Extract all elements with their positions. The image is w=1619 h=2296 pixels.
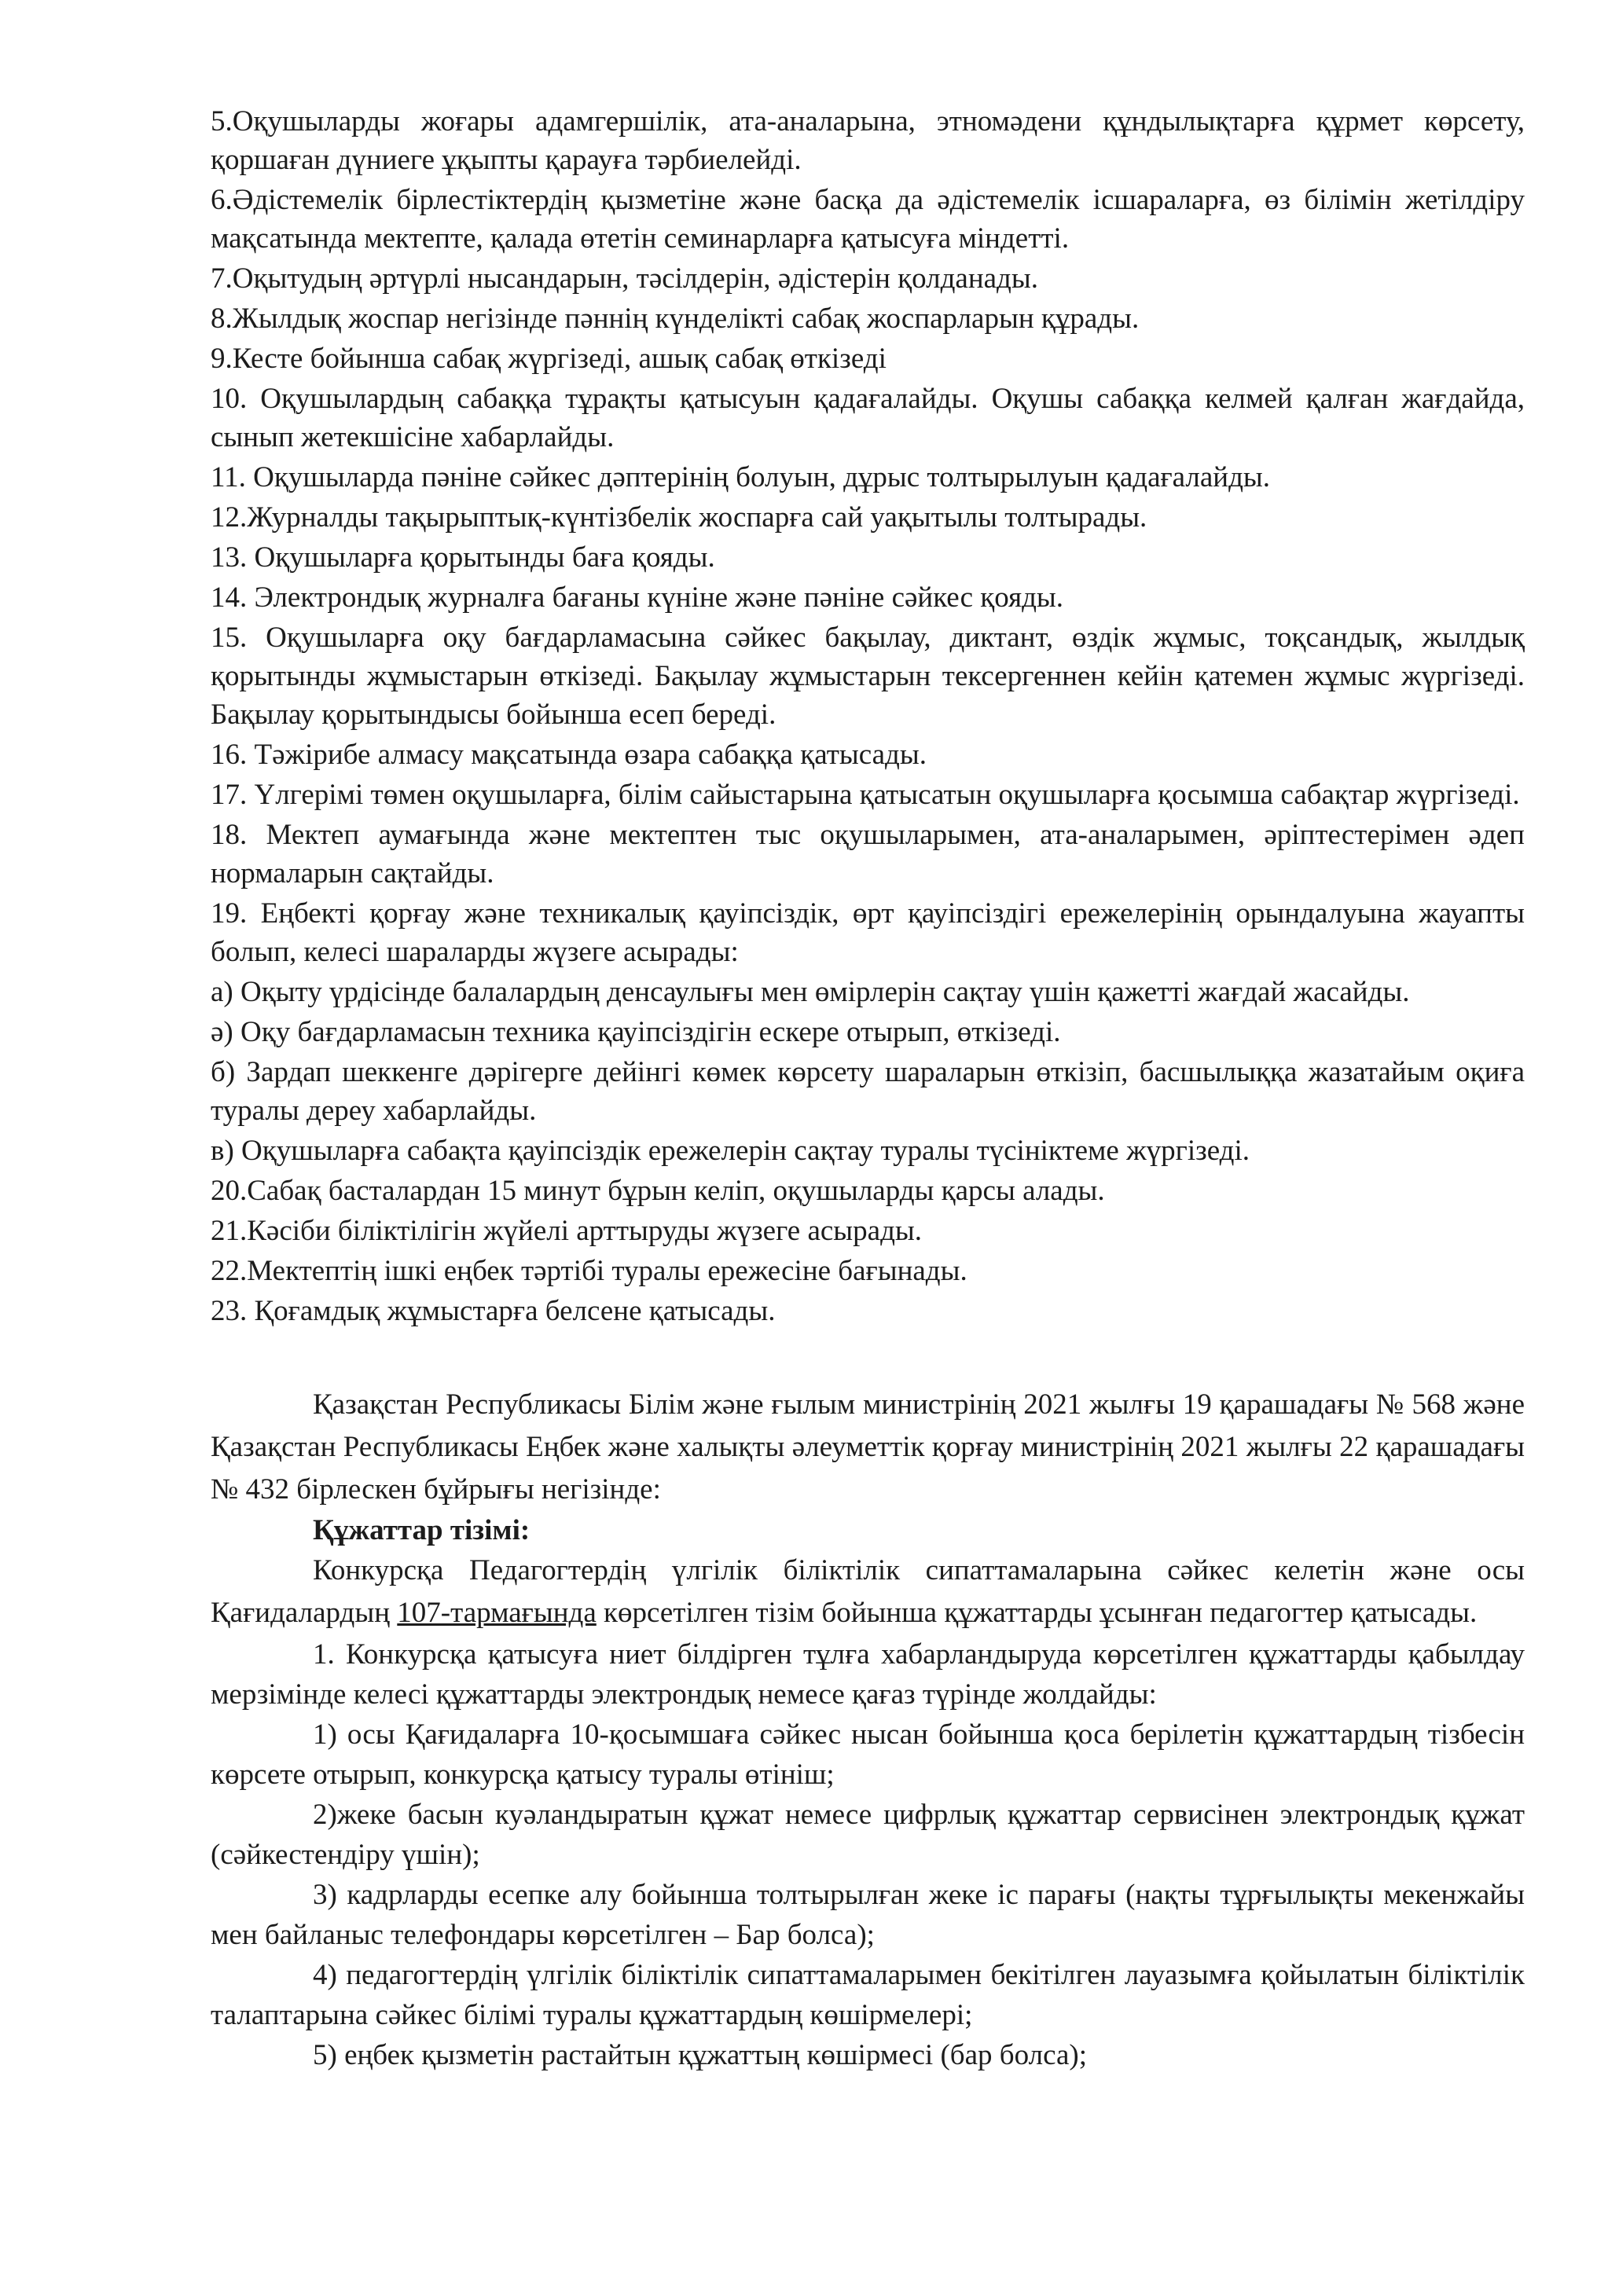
duty-item: 6.Әдістемелік бірлестіктердің қызметіне және басқа да әдістемелік ісшараларға, өз білімін жетілдіру мақсатында мектепте, қалада өтетін семинарларға қатысуға міндетті. [211, 184, 1525, 255]
basis-paragraph: Қазақстан Республикасы Білім және ғылым министрінің 2021 жылғы 19 қарашадағы № 568 және Қазақстан Республикасы Еңбек және халықты әлеуметтік қорғау министрінің 2021 жылғы 22 қарашадағы № 432 бірлескен бұйрығы негізінде: [211, 1388, 1525, 1506]
documents-list-item: 4) педагогтердің үлгілік біліктілік сипаттамаларымен бекітілген лауазымға қойылатын біліктілік талаптарына сәйкес білімі туралы құжаттардың көшірмелері; [211, 1959, 1525, 2031]
duty-item: 21.Кәсіби біліктілігін жүйелі арттыруды жүзеге асырады. [211, 1215, 923, 1247]
duty-item: 14. Электрондық журналға бағаны күніне және пәніне сәйкес қояды. [211, 581, 1064, 614]
documents-list-item: 1) осы Қағидаларға 10-қосымшаға сәйкес нысан бойынша қоса берілетін құжаттардың тізбесін көрсете отырып, конкурсқа қатысу туралы өтініш; [211, 1718, 1525, 1791]
document-page [211, 102, 1525, 2075]
duty-item: 20.Сабақ басталардан 15 минут бұрын келіп, оқушыларды қарсы алады. [211, 1175, 1105, 1207]
duty-item: 15. Оқушыларға оқу бағдарламасына сәйкес бақылау, диктант, өздік жұмыс, тоқсандық, жылдық қорытынды жұмыстарын өткізеді. Бақылау жұмыстарын тексергеннен кейін қатемен жұмыс жүргізеді. Бақылау қорытындысы бойынша есеп береді. [211, 622, 1525, 731]
duty-item: 9.Кесте бойынша сабақ жүргізеді, ашық сабақ өткізеді [211, 343, 887, 375]
duty-item: 7.Оқытудың әртүрлі нысандарын, тәсілдерін, әдістерін қолданады. [211, 262, 1038, 295]
duty-item: 19. Еңбекті қорғау және техникалық қауіпсіздік, өрт қауіпсіздігі ережелерінің орындалуына жауапты болып, келесі шараларды жүзеге асырады: [211, 897, 1525, 968]
rules-clause-link[interactable]: 107-тармағында [397, 1597, 597, 1629]
documents-list [211, 1634, 1525, 2075]
documents-list-item: 3) кадрларды есепке алу бойынша толтырылған жеке іс парағы (нақты тұрғылықты мекенжайы мен байланыс телефондары көрсетілген – Бар болса); [211, 1879, 1525, 1951]
duty-item: 5.Оқушыларды жоғары адамгершілік, ата-аналарына, этномәдени құндылықтарға құрмет көрсету, қоршаған дүниеге ұқыпты қарауға тәрбиелейді. [211, 105, 1525, 176]
contest-intro-after: көрсетілген тізім бойынша құжаттарды ұсынған педагогтер қатысады. [596, 1597, 1478, 1629]
documents-list-item: 1. Конкурсқа қатысуға ниет білдірген тұлға хабарландыруда көрсетілген құжаттарды қабылдау мерзімінде келесі құжаттарды электрондық немесе қағаз түрінде жолдайды: [211, 1638, 1525, 1711]
duty-subitem: ә) Оқу бағдарламасын техника қауіпсіздігін ескере отырып, өткізеді. [211, 1016, 1061, 1048]
duty-subitem: а) Оқыту үрдісінде балалардың денсаулығы мен өмірлерін сақтау үшін қажетті жағдай жасайды. [211, 976, 1410, 1008]
contest-intro-before: Конкурсқа Педагогтердің үлгілік біліктілік сипаттамаларына сәйкес келетін және осы Қағидалардың [211, 1554, 1525, 1629]
documents-heading: Құжаттар тізімі: [313, 1514, 530, 1546]
duty-item: 18. Мектеп аумағында және мектептен тыс оқушыларымен, ата-аналарымен, әріптестерімен әдеп нормаларын сақтайды. [211, 819, 1525, 889]
duty-item: 23. Қоғамдық жұмыстарға белсене қатысады. [211, 1295, 776, 1327]
duties-list [211, 102, 1525, 1330]
duty-item: 10. Оқушылардың сабаққа тұрақты қатысуын қадағалайды. Оқушы сабаққа келмей қалған жағдайда, сынып жетекшісіне хабарлайды. [211, 383, 1525, 453]
duty-item: 22.Мектептің ішкі еңбек тәртібі туралы ережесіне бағынады. [211, 1255, 967, 1287]
duty-item: 16. Тәжірибе алмасу мақсатында өзара сабаққа қатысады. [211, 739, 927, 771]
documents-list-item: 2)жеке басын куәландыратын құжат немесе цифрлық құжаттар сервисінен электрондық құжат (сәйкестендіру үшін); [211, 1799, 1525, 1871]
duty-subitem: б) Зардап шеккенге дәрігерге дейінгі көмек көрсету шараларын өткізіп, басшылыққа жазатайым оқиға туралы дереу хабарлайды. [211, 1056, 1525, 1127]
duty-subitem: в) Оқушыларға сабақта қауіпсіздік ережелерін сақтау туралы түсініктеме жүргізеді. [211, 1135, 1250, 1167]
duty-item: 12.Журналды тақырыптық-күнтізбелік жоспарға сай уақытылы толтырады. [211, 501, 1147, 534]
section-spacer [211, 1330, 1525, 1384]
duty-item: 13. Оқушыларға қорытынды баға қояды. [211, 541, 715, 574]
contest-intro-paragraph [211, 1550, 1525, 1634]
duty-item: 8.Жылдық жоспар негізінде пәннің күнделікті сабақ жоспарларын құрады. [211, 303, 1140, 335]
duty-item: 11. Оқушыларда пәніне сәйкес дәптерінің болуын, дұрыс толтырылуын қадағалайды. [211, 461, 1271, 493]
duty-item: 17. Үлгерімі төмен оқушыларға, білім сайыстарына қатысатын оқушыларға қосымша сабақтар жүргізеді. [211, 779, 1520, 811]
documents-list-item: 5) еңбек қызметін растайтын құжаттың көшірмесі (бар болса); [313, 2039, 1087, 2071]
